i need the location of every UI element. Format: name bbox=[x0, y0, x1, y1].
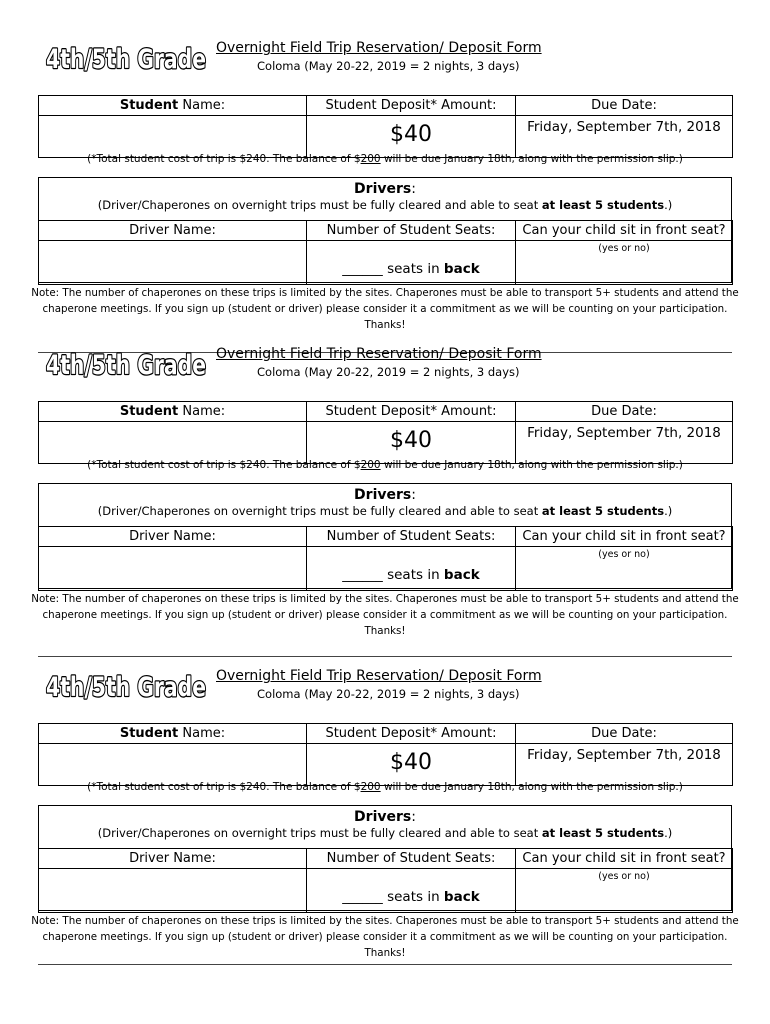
trip-dates: Coloma (May 20-22, 2019 = 2 nights, 3 days) bbox=[257, 59, 520, 73]
seats-header: Number of Student Seats: bbox=[307, 527, 516, 547]
trip-dates: Coloma (May 20-22, 2019 = 2 nights, 3 days) bbox=[257, 687, 520, 701]
due-date-header: Due Date: bbox=[516, 96, 733, 116]
chaperone-note: Note: The number of chaperones on these trips is limited by the sites. Chaperones must be able to transport 5+ students and attend the chaperone meetings. If you sign up (student or driver) please consider it a commitment as we will be counting on your participation. Thanks! bbox=[31, 287, 739, 331]
svg-text:4th/5th Grade: 4th/5th Grade bbox=[46, 672, 206, 703]
chaperone-note: Note: The number of chaperones on these trips is limited by the sites. Chaperones must be able to transport 5+ students and attend the chaperone meetings. If you sign up (student or driver) please consider it a commitment as we will be counting on your participation. Thanks! bbox=[31, 915, 739, 959]
seats-field[interactable]: ______ seats in back bbox=[307, 547, 516, 591]
front-seat-header: Can your child sit in front seat? bbox=[516, 849, 733, 869]
chaperone-note: Note: The number of chaperones on these trips is limited by the sites. Chaperones must be able to transport 5+ students and attend the chaperone meetings. If you sign up (student or driver) please consider it a commitment as we will be counting on your participation. Thanks! bbox=[31, 593, 739, 637]
grade-logo bbox=[44, 668, 208, 702]
student-name-field[interactable] bbox=[39, 744, 307, 786]
front-seat-field[interactable]: (yes or no) bbox=[516, 547, 733, 591]
form-title: Overnight Field Trip Reservation/ Deposit Form bbox=[216, 346, 542, 362]
drivers-section bbox=[38, 805, 732, 911]
drivers-section bbox=[38, 483, 732, 589]
deposit-table bbox=[38, 95, 733, 158]
cost-note: (*Total student cost of trip is $240. The balance of $200 will be due January 18th, along with the permission slip.) bbox=[87, 153, 683, 165]
grade-logo bbox=[44, 346, 208, 380]
svg-text:4th/5th Grade: 4th/5th Grade bbox=[46, 44, 206, 75]
driver-name-header: Driver Name: bbox=[39, 527, 307, 547]
seats-header: Number of Student Seats: bbox=[307, 221, 516, 241]
drivers-table bbox=[38, 220, 733, 285]
driver-name-field[interactable] bbox=[39, 241, 307, 285]
front-seat-field[interactable]: (yes or no) bbox=[516, 241, 733, 285]
drivers-title: Drivers: bbox=[354, 487, 416, 503]
due-date: Friday, September 7th, 2018 bbox=[516, 744, 733, 786]
due-date: Friday, September 7th, 2018 bbox=[516, 116, 733, 158]
deposit-table bbox=[38, 723, 733, 786]
trip-dates: Coloma (May 20-22, 2019 = 2 nights, 3 days) bbox=[257, 365, 520, 379]
grade-logo bbox=[44, 40, 208, 74]
driver-name-header: Driver Name: bbox=[39, 221, 307, 241]
deposit-amount: $40 bbox=[307, 422, 516, 464]
driver-name-header: Driver Name: bbox=[39, 849, 307, 869]
due-date-header: Due Date: bbox=[516, 724, 733, 744]
student-name-header: Student Name: bbox=[39, 402, 307, 422]
seats-field[interactable]: ______ seats in back bbox=[307, 869, 516, 913]
drivers-requirement: (Driver/Chaperones on overnight trips must be fully cleared and able to seat at least 5 students.) bbox=[97, 198, 673, 212]
seats-field[interactable]: ______ seats in back bbox=[307, 241, 516, 285]
drivers-requirement: (Driver/Chaperones on overnight trips must be fully cleared and able to seat at least 5 students.) bbox=[97, 826, 673, 840]
form-title: Overnight Field Trip Reservation/ Deposit Form bbox=[216, 40, 542, 56]
drivers-title: Drivers: bbox=[354, 181, 416, 197]
student-name-header: Student Name: bbox=[39, 96, 307, 116]
front-seat-header: Can your child sit in front seat? bbox=[516, 527, 733, 547]
drivers-table bbox=[38, 848, 733, 913]
deposit-header: Student Deposit* Amount: bbox=[307, 724, 516, 744]
front-seat-field[interactable]: (yes or no) bbox=[516, 869, 733, 913]
seats-header: Number of Student Seats: bbox=[307, 849, 516, 869]
deposit-amount: $40 bbox=[307, 116, 516, 158]
due-date: Friday, September 7th, 2018 bbox=[516, 422, 733, 464]
due-date-header: Due Date: bbox=[516, 402, 733, 422]
student-name-field[interactable] bbox=[39, 116, 307, 158]
deposit-header: Student Deposit* Amount: bbox=[307, 402, 516, 422]
drivers-title: Drivers: bbox=[354, 809, 416, 825]
deposit-header: Student Deposit* Amount: bbox=[307, 96, 516, 116]
front-seat-header: Can your child sit in front seat? bbox=[516, 221, 733, 241]
cut-line bbox=[38, 964, 732, 965]
student-name-field[interactable] bbox=[39, 422, 307, 464]
drivers-table bbox=[38, 526, 733, 591]
deposit-table bbox=[38, 401, 733, 464]
student-name-header: Student Name: bbox=[39, 724, 307, 744]
cut-line bbox=[38, 656, 732, 657]
form-title: Overnight Field Trip Reservation/ Deposit Form bbox=[216, 668, 542, 684]
deposit-amount: $40 bbox=[307, 744, 516, 786]
drivers-section bbox=[38, 177, 732, 283]
cost-note: (*Total student cost of trip is $240. The balance of $200 will be due January 18th, along with the permission slip.) bbox=[87, 781, 683, 793]
svg-text:4th/5th Grade: 4th/5th Grade bbox=[46, 350, 206, 381]
drivers-requirement: (Driver/Chaperones on overnight trips must be fully cleared and able to seat at least 5 students.) bbox=[97, 504, 673, 518]
driver-name-field[interactable] bbox=[39, 547, 307, 591]
driver-name-field[interactable] bbox=[39, 869, 307, 913]
cost-note: (*Total student cost of trip is $240. The balance of $200 will be due January 18th, along with the permission slip.) bbox=[87, 459, 683, 471]
